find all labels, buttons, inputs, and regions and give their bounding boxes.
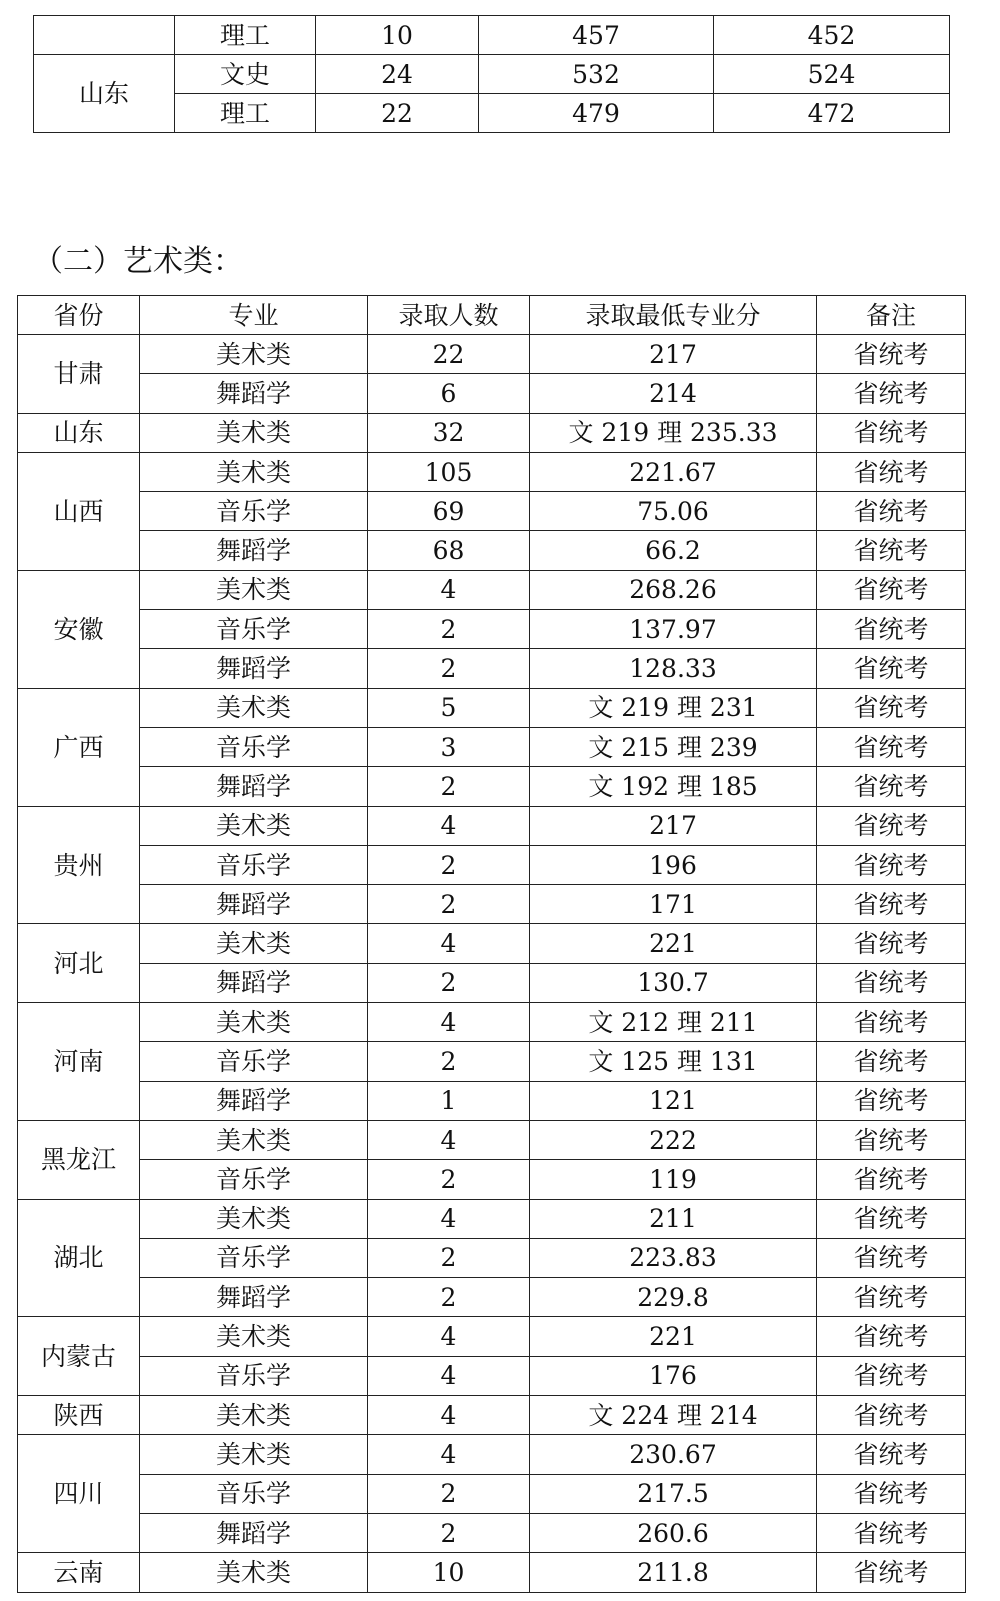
note-cell: 省统考	[817, 1356, 966, 1395]
note-cell: 省统考	[817, 963, 966, 1002]
table-row	[18, 767, 966, 806]
major-cell: 舞蹈学	[140, 885, 368, 924]
count-cell: 6	[368, 374, 530, 413]
table-row	[18, 1199, 966, 1238]
score-cell: 176	[530, 1356, 817, 1395]
table-row	[18, 1160, 966, 1199]
major-cell: 美术类	[140, 1120, 368, 1159]
count-cell: 2	[368, 1238, 530, 1277]
note-cell: 省统考	[817, 1435, 966, 1474]
province-cell: 广西	[18, 688, 140, 806]
count-cell: 22	[316, 94, 479, 133]
table-row	[18, 1042, 966, 1081]
major-cell: 舞蹈学	[140, 1081, 368, 1120]
count-cell: 4	[368, 1317, 530, 1356]
province-cell: 贵州	[18, 806, 140, 924]
count-cell: 105	[368, 452, 530, 491]
province-cell: 河南	[18, 1003, 140, 1121]
score-cell: 119	[530, 1160, 817, 1199]
art-table-body	[18, 335, 966, 1593]
score-cell: 221.67	[530, 452, 817, 491]
score-cell: 229.8	[530, 1278, 817, 1317]
score-cell: 214	[530, 374, 817, 413]
count-cell: 24	[316, 55, 479, 94]
score-cell: 196	[530, 845, 817, 884]
major-cell: 美术类	[140, 688, 368, 727]
count-cell: 32	[368, 413, 530, 452]
score-cell: 479	[479, 94, 714, 133]
count-cell: 10	[316, 16, 479, 55]
header-count: 录取人数	[368, 296, 530, 335]
count-cell: 4	[368, 806, 530, 845]
count-cell: 22	[368, 335, 530, 374]
table-row	[18, 452, 966, 491]
score-cell: 文 215 理 239	[530, 727, 817, 766]
note-cell: 省统考	[817, 531, 966, 570]
table-row	[18, 1081, 966, 1120]
count-cell: 2	[368, 1474, 530, 1513]
count-cell: 4	[368, 570, 530, 609]
count-cell: 10	[368, 1553, 530, 1592]
province-cell: 内蒙古	[18, 1317, 140, 1396]
note-cell: 省统考	[817, 492, 966, 531]
count-cell: 2	[368, 767, 530, 806]
table-row	[18, 1396, 966, 1435]
count-cell: 3	[368, 727, 530, 766]
score-cell: 121	[530, 1081, 817, 1120]
score-cell: 130.7	[530, 963, 817, 1002]
province-cell: 甘肃	[18, 335, 140, 414]
score-cell: 文 219 理 235.33	[530, 413, 817, 452]
score-cell: 222	[530, 1120, 817, 1159]
score-cell: 472	[714, 94, 950, 133]
header-note: 备注	[817, 296, 966, 335]
score-cell: 文 219 理 231	[530, 688, 817, 727]
major-cell: 音乐学	[140, 1160, 368, 1199]
count-cell: 2	[368, 845, 530, 884]
count-cell: 2	[368, 1042, 530, 1081]
major-cell: 美术类	[140, 924, 368, 963]
table-row	[18, 1317, 966, 1356]
table-row	[18, 335, 966, 374]
major-cell: 美术类	[140, 1199, 368, 1238]
table-row	[18, 1474, 966, 1513]
score-cell: 524	[714, 55, 950, 94]
major-cell: 舞蹈学	[140, 1513, 368, 1552]
table-row	[18, 649, 966, 688]
major-cell: 音乐学	[140, 1238, 368, 1277]
score-cell: 文 212 理 211	[530, 1003, 817, 1042]
province-cell: 山西	[18, 452, 140, 570]
note-cell: 省统考	[817, 1081, 966, 1120]
count-cell: 4	[368, 1199, 530, 1238]
major-cell: 音乐学	[140, 727, 368, 766]
table-row	[18, 688, 966, 727]
score-cell: 211.8	[530, 1553, 817, 1592]
score-cell: 217	[530, 335, 817, 374]
province-cell: 湖北	[18, 1199, 140, 1317]
score-cell: 66.2	[530, 531, 817, 570]
note-cell: 省统考	[817, 1474, 966, 1513]
note-cell: 省统考	[817, 1003, 966, 1042]
score-cell: 260.6	[530, 1513, 817, 1552]
major-cell: 美术类	[140, 413, 368, 452]
count-cell: 4	[368, 924, 530, 963]
count-cell: 5	[368, 688, 530, 727]
header-major: 专业	[140, 296, 368, 335]
score-cell: 221	[530, 924, 817, 963]
major-cell: 音乐学	[140, 1356, 368, 1395]
table-row	[18, 1238, 966, 1277]
major-cell: 美术类	[140, 1435, 368, 1474]
note-cell: 省统考	[817, 1317, 966, 1356]
province-cell: 云南	[18, 1553, 140, 1592]
score-cell: 75.06	[530, 492, 817, 531]
major-cell: 舞蹈学	[140, 767, 368, 806]
note-cell: 省统考	[817, 1160, 966, 1199]
count-cell: 4	[368, 1120, 530, 1159]
major-cell: 美术类	[140, 1553, 368, 1592]
score-cell: 221	[530, 1317, 817, 1356]
score-cell: 128.33	[530, 649, 817, 688]
note-cell: 省统考	[817, 727, 966, 766]
note-cell: 省统考	[817, 1278, 966, 1317]
major-cell: 美术类	[140, 806, 368, 845]
note-cell: 省统考	[817, 374, 966, 413]
table-row	[18, 1278, 966, 1317]
major-cell: 音乐学	[140, 845, 368, 884]
major-cell: 美术类	[140, 1003, 368, 1042]
province-cell	[34, 16, 175, 55]
note-cell: 省统考	[817, 1238, 966, 1277]
note-cell: 省统考	[817, 335, 966, 374]
major-cell: 舞蹈学	[140, 1278, 368, 1317]
major-cell: 美术类	[140, 452, 368, 491]
major-cell: 音乐学	[140, 492, 368, 531]
score-cell: 171	[530, 885, 817, 924]
count-cell: 4	[368, 1435, 530, 1474]
province-cell: 山东	[34, 55, 175, 133]
header-province: 省份	[18, 296, 140, 335]
province-cell: 安徽	[18, 570, 140, 688]
note-cell: 省统考	[817, 570, 966, 609]
score-cell: 230.67	[530, 1435, 817, 1474]
count-cell: 2	[368, 963, 530, 1002]
count-cell: 1	[368, 1081, 530, 1120]
header-row	[18, 296, 966, 335]
note-cell: 省统考	[817, 806, 966, 845]
major-cell: 美术类	[140, 1317, 368, 1356]
score-cell: 文 192 理 185	[530, 767, 817, 806]
score-cell: 268.26	[530, 570, 817, 609]
table-row	[18, 1003, 966, 1042]
province-cell: 山东	[18, 413, 140, 452]
score-cell: 457	[479, 16, 714, 55]
table-row	[18, 1513, 966, 1552]
note-cell: 省统考	[817, 649, 966, 688]
note-cell: 省统考	[817, 924, 966, 963]
major-cell: 音乐学	[140, 610, 368, 649]
subject-cell: 理工	[175, 94, 316, 133]
art-admission-table	[17, 295, 966, 1593]
table-row	[18, 806, 966, 845]
note-cell: 省统考	[817, 1042, 966, 1081]
major-cell: 美术类	[140, 1396, 368, 1435]
note-cell: 省统考	[817, 1513, 966, 1552]
table-row	[18, 492, 966, 531]
score-cell: 452	[714, 16, 950, 55]
note-cell: 省统考	[817, 610, 966, 649]
note-cell: 省统考	[817, 767, 966, 806]
count-cell: 2	[368, 649, 530, 688]
table-row	[18, 1435, 966, 1474]
section-title: （二）艺术类：	[33, 244, 243, 279]
count-cell: 2	[368, 610, 530, 649]
note-cell: 省统考	[817, 688, 966, 727]
table-row	[34, 16, 950, 55]
score-cell: 文 125 理 131	[530, 1042, 817, 1081]
table-row	[18, 1120, 966, 1159]
score-cell: 211	[530, 1199, 817, 1238]
score-cell: 137.97	[530, 610, 817, 649]
count-cell: 69	[368, 492, 530, 531]
table-row	[18, 845, 966, 884]
major-cell: 舞蹈学	[140, 374, 368, 413]
note-cell: 省统考	[817, 845, 966, 884]
note-cell: 省统考	[817, 1120, 966, 1159]
major-cell: 音乐学	[140, 1042, 368, 1081]
table-row	[18, 963, 966, 1002]
count-cell: 2	[368, 1513, 530, 1552]
table-row	[18, 885, 966, 924]
table-row	[18, 374, 966, 413]
count-cell: 2	[368, 1278, 530, 1317]
table-row	[18, 610, 966, 649]
province-cell: 四川	[18, 1435, 140, 1553]
major-cell: 音乐学	[140, 1474, 368, 1513]
note-cell: 省统考	[817, 413, 966, 452]
major-cell: 舞蹈学	[140, 649, 368, 688]
note-cell: 省统考	[817, 885, 966, 924]
note-cell: 省统考	[817, 1396, 966, 1435]
province-cell: 黑龙江	[18, 1120, 140, 1199]
count-cell: 4	[368, 1396, 530, 1435]
table-row	[18, 413, 966, 452]
score-cell: 223.83	[530, 1238, 817, 1277]
score-cell: 217.5	[530, 1474, 817, 1513]
major-cell: 舞蹈学	[140, 531, 368, 570]
note-cell: 省统考	[817, 452, 966, 491]
header-min-score: 录取最低专业分	[530, 296, 817, 335]
subject-cell: 理工	[175, 16, 316, 55]
count-cell: 4	[368, 1356, 530, 1395]
count-cell: 68	[368, 531, 530, 570]
score-cell: 217	[530, 806, 817, 845]
table-row	[18, 531, 966, 570]
score-cell: 文 224 理 214	[530, 1396, 817, 1435]
note-cell: 省统考	[817, 1553, 966, 1592]
table-row	[18, 924, 966, 963]
subject-cell: 文史	[175, 55, 316, 94]
continued-score-table	[33, 15, 950, 133]
province-cell: 陕西	[18, 1396, 140, 1435]
count-cell: 2	[368, 1160, 530, 1199]
major-cell: 舞蹈学	[140, 963, 368, 1002]
major-cell: 美术类	[140, 570, 368, 609]
score-cell: 532	[479, 55, 714, 94]
major-cell: 美术类	[140, 335, 368, 374]
table-row	[18, 1356, 966, 1395]
table-row	[18, 1553, 966, 1592]
province-cell: 河北	[18, 924, 140, 1003]
count-cell: 2	[368, 885, 530, 924]
table-row	[34, 55, 950, 94]
note-cell: 省统考	[817, 1199, 966, 1238]
table-row	[18, 727, 966, 766]
count-cell: 4	[368, 1003, 530, 1042]
table-row	[18, 570, 966, 609]
